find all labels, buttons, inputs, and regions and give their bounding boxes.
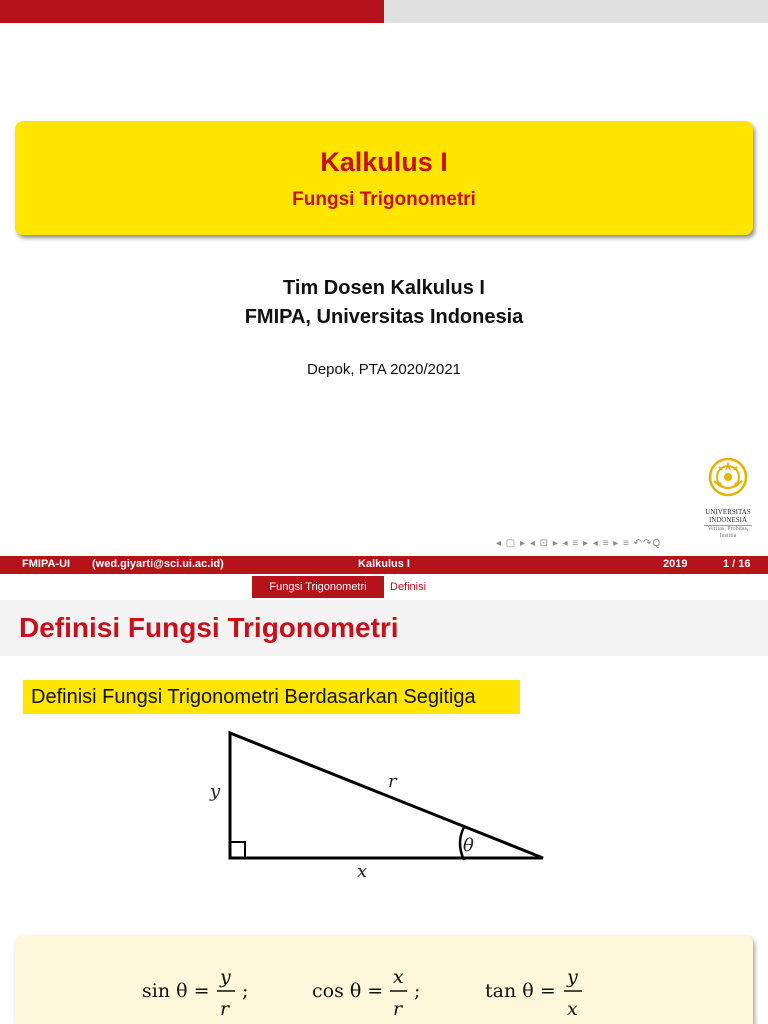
title-box	[15, 121, 753, 235]
block-title: Definisi Fungsi Trigonometri Berdasarkan Segitiga	[23, 680, 520, 714]
author-line-2: FMIPA, Universitas Indonesia	[244, 306, 524, 328]
makara-ui-logo-icon	[706, 455, 750, 503]
beamer-navigation-symbols[interactable]: ◂ ▢ ▸ ◂ ⊡ ▸ ◂ ≡ ▸ ◂ ≡ ▸ ≡ ↶↷Q	[496, 538, 662, 549]
label-x: x	[357, 861, 368, 882]
sin-denominator: r	[220, 998, 230, 1020]
logo-text-universitas: UNIVERSITAS	[705, 508, 751, 516]
progress-bar-filled	[0, 0, 384, 23]
triangle-shape	[230, 733, 543, 858]
frame-title: Definisi Fungsi Trigonometri	[19, 612, 399, 643]
right-triangle-diagram	[200, 725, 560, 885]
footline-title-section	[256, 556, 512, 574]
label-theta: θ	[463, 835, 474, 856]
university-logo	[700, 455, 756, 539]
tan-lhs: tan θ =	[485, 980, 556, 1002]
footline-title: Kalkulus I	[358, 558, 410, 570]
separator-2: ;	[414, 980, 421, 1002]
logo-text-indonesia: INDONESIA	[708, 516, 748, 524]
presentation-title: Kalkulus I	[320, 147, 448, 177]
tan-denominator: x	[567, 998, 578, 1020]
label-r: r	[388, 771, 397, 792]
sin-lhs: sin θ =	[142, 980, 210, 1002]
cos-denominator: r	[393, 998, 403, 1020]
footline-email: (wed.giyarti@sci.ui.ac.id)	[92, 558, 224, 570]
cos-lhs: cos θ =	[312, 980, 384, 1002]
date-line: Depok, PTA 2020/2021	[307, 361, 461, 378]
separator-1: ;	[242, 980, 249, 1002]
cos-numerator: x	[393, 966, 404, 988]
author-line-1: Tim Dosen Kalkulus I	[283, 277, 485, 299]
headline-bar	[0, 574, 768, 600]
footline-author-section	[0, 556, 256, 574]
sin-numerator: y	[220, 966, 231, 988]
section-tab-fungsi-trigonometri[interactable]: Fungsi Trigonometri	[252, 576, 384, 598]
footline-date-section	[512, 556, 768, 574]
footline-page-number: 1 / 16	[723, 558, 751, 570]
trig-formulas	[15, 935, 753, 1024]
right-angle-marker	[230, 842, 245, 858]
footline-year: 2019	[663, 558, 688, 570]
logo-motto: Veritas, Probitas, Iustitia	[704, 525, 752, 540]
tan-numerator: y	[567, 966, 578, 988]
presentation-subtitle: Fungsi Trigonometri	[292, 189, 476, 210]
subsection-tab-definisi[interactable]: Definisi	[390, 581, 427, 593]
label-y: y	[210, 781, 221, 802]
footline-author: FMIPA-UI	[22, 558, 71, 570]
progress-bar-remaining	[384, 0, 768, 23]
